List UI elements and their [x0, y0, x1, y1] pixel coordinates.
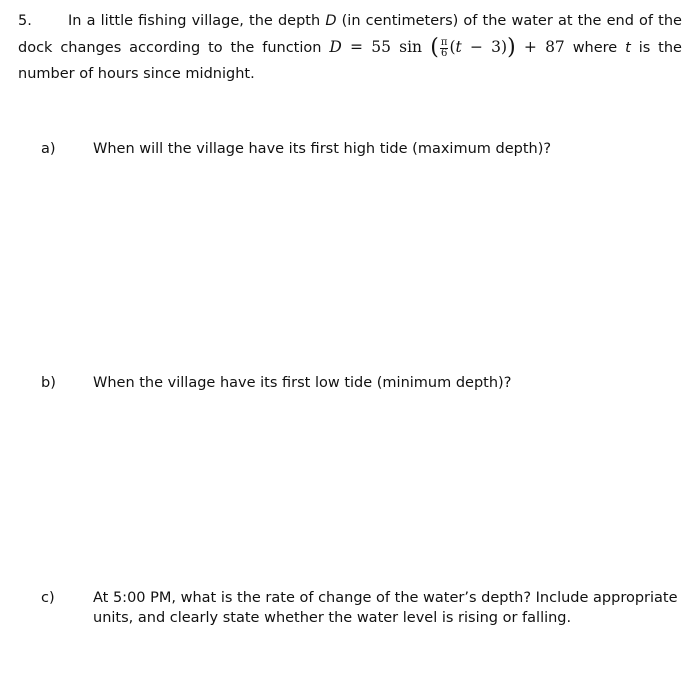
part-b [41, 373, 681, 393]
part-a [41, 139, 681, 159]
formula-inner-open: ( [449, 38, 456, 56]
problem-number: 5. [18, 13, 32, 29]
problem-statement [18, 8, 682, 87]
problem-outro: is the number of hours since midnight. [18, 40, 682, 82]
part-b-label: b) [41, 375, 56, 391]
part-a-question: When will the village have its first high tide (maximum depth)? [93, 141, 552, 157]
formula-lhs: D [329, 38, 342, 56]
problem-intro-2: (in centimeters) of the water at the end of the dock changes according to the function [18, 13, 682, 56]
problem-intro: In a little fishing village, the depth [68, 13, 326, 29]
part-c-label: c) [41, 590, 55, 606]
part-a-label: a) [41, 141, 56, 157]
formula-tail: + 87 [515, 38, 565, 56]
formula-inner-rest: − 3) [461, 38, 508, 56]
part-c [41, 588, 681, 628]
variable-d: D [325, 13, 337, 29]
part-c-question: At 5:00 PM, what is the rate of change of the water’s depth? Include appropriate units, and clearly state whether the water level is rising or falling. [93, 590, 678, 626]
problem-where: where [564, 40, 626, 56]
variable-t: t [625, 40, 631, 56]
part-b-question: When the village have its first low tide (minimum depth)? [93, 375, 512, 391]
fraction-denominator: 6 [440, 47, 448, 59]
formula-open-paren: ( [430, 35, 439, 60]
depth-formula [329, 35, 565, 60]
fraction-numerator: π [440, 36, 448, 48]
formula-fraction [440, 38, 449, 59]
formula-equals: = 55 sin [341, 38, 431, 56]
formula-close-paren: ) [507, 35, 516, 60]
formula-inner-var: t [455, 38, 462, 56]
